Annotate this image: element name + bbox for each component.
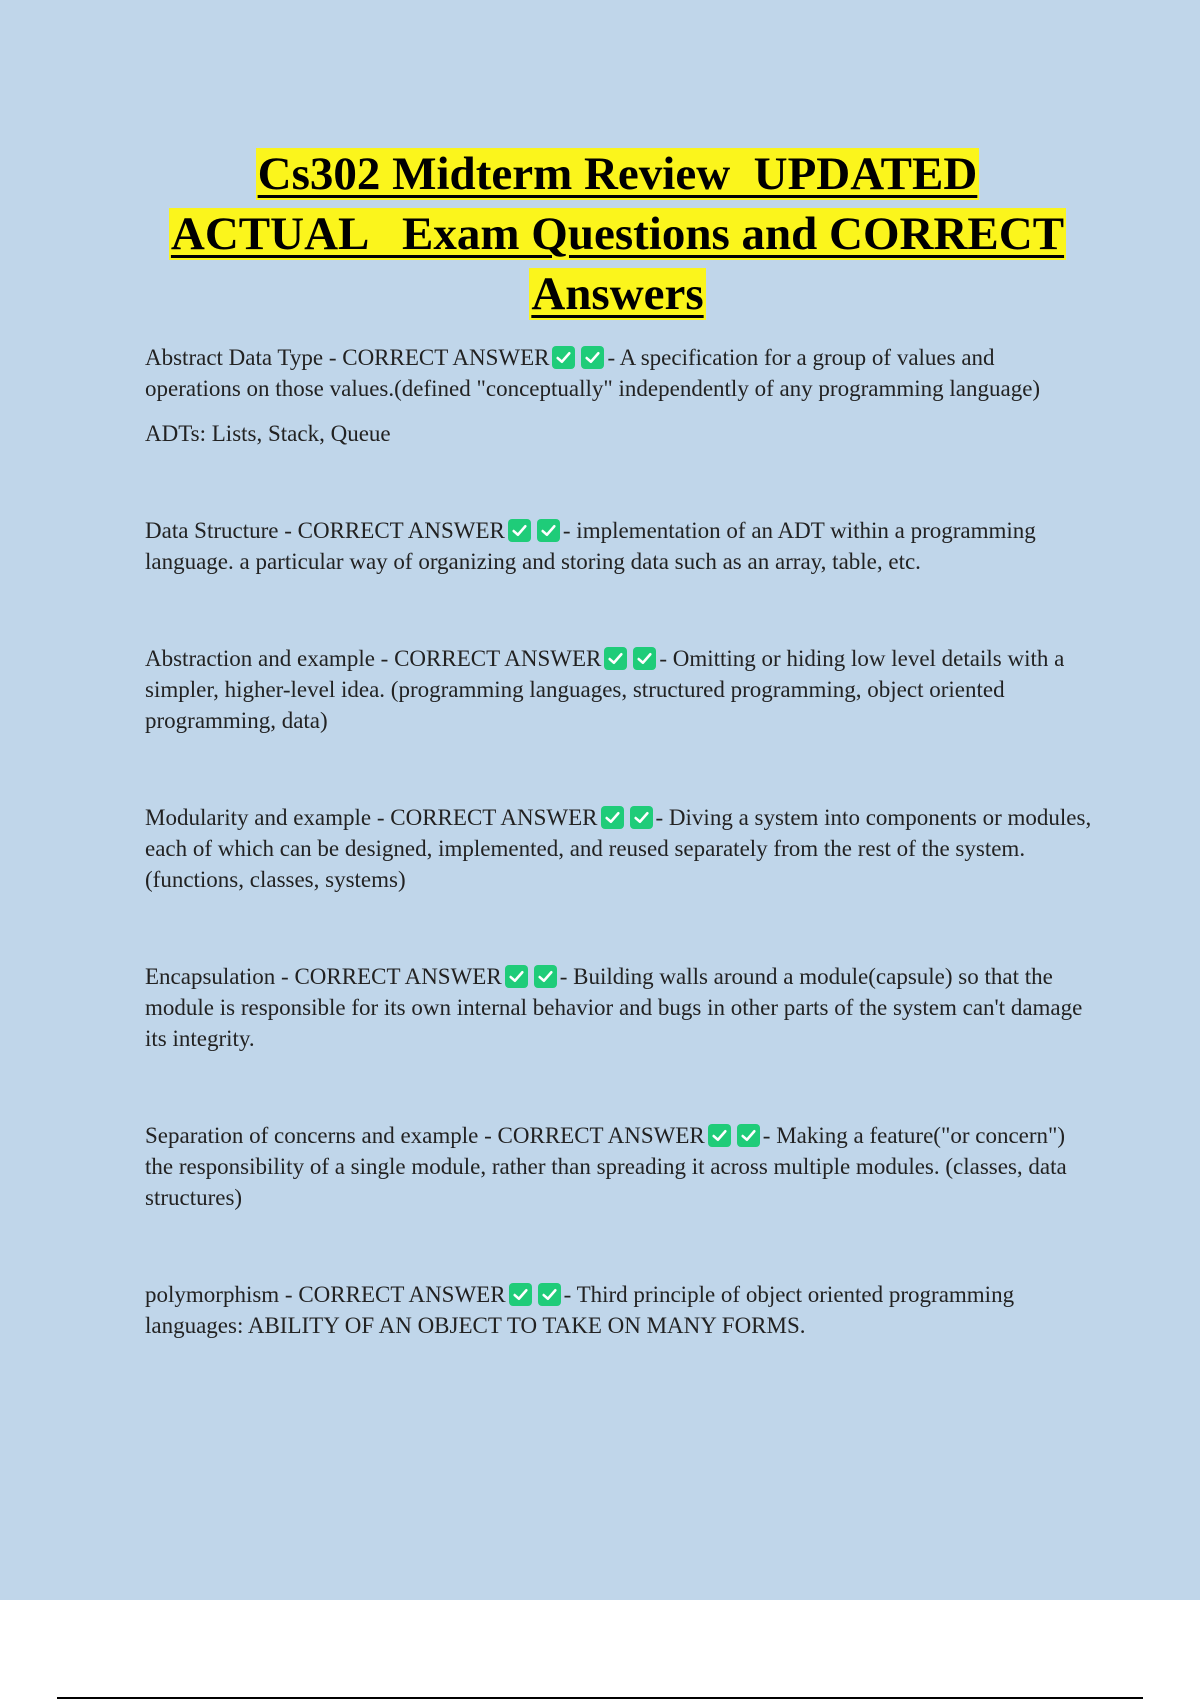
entry-term: Abstraction and example - CORRECT ANSWER xyxy=(145,646,602,671)
entry-answer: - implementation of an ADT within a programming language. a particular way of organizing and storing data such as an array, table, etc. xyxy=(145,518,1036,574)
qa-entry xyxy=(145,643,1095,736)
check-mark-icon xyxy=(630,806,653,829)
entry-term: Modularity and example - CORRECT ANSWER xyxy=(145,805,598,830)
document-title xyxy=(60,144,1175,324)
entry-answer: - Omitting or hiding low level details with a simpler, higher-level idea. (programming languages, structured programming, object oriented programming, data) xyxy=(145,646,1065,733)
qa-entry xyxy=(145,802,1095,895)
qa-entry xyxy=(145,1120,1095,1213)
entry-term: Encapsulation - CORRECT ANSWER xyxy=(145,964,502,989)
title-line: Cs302 Midterm Review UPDATED xyxy=(257,148,978,200)
check-mark-icon xyxy=(604,647,627,670)
check-mark-icon xyxy=(581,346,604,369)
check-mark-icon xyxy=(505,965,528,988)
check-mark-icon xyxy=(737,1124,760,1147)
check-mark-icon xyxy=(509,1283,532,1306)
check-mark-icon xyxy=(633,647,656,670)
qa-text xyxy=(145,342,1095,404)
check-mark-icon xyxy=(537,519,560,542)
qa-entry xyxy=(145,515,1095,577)
check-mark-icon xyxy=(552,346,575,369)
check-mark-icon xyxy=(601,806,624,829)
qa-text xyxy=(145,515,1095,577)
title-line: ACTUAL Exam Questions and CORRECT xyxy=(170,208,1065,260)
entry-note: ADTs: Lists, Stack, Queue xyxy=(145,421,391,446)
qa-text xyxy=(145,643,1095,736)
entry-term: Separation of concerns and example - CORRECT ANSWER xyxy=(145,1123,705,1148)
qa-list xyxy=(145,342,1095,1341)
qa-text xyxy=(145,961,1095,1054)
check-mark-icon xyxy=(708,1124,731,1147)
entry-answer: - Diving a system into components or modules, each of which can be designed, implemented, and reused separately from the rest of the system. (functions, classes, systems) xyxy=(145,805,1092,892)
footer-divider xyxy=(57,1697,1143,1699)
title-line: Answers xyxy=(531,268,704,320)
entry-term: Data Structure - CORRECT ANSWER xyxy=(145,518,505,543)
qa-text xyxy=(145,802,1095,895)
qa-entry xyxy=(145,961,1095,1054)
qa-text xyxy=(145,1279,1095,1341)
entry-answer: - A specification for a group of values and operations on those values.(defined "conceptually" independently of any programming language) xyxy=(145,345,1041,401)
entry-term: Abstract Data Type - CORRECT ANSWER xyxy=(145,345,550,370)
check-mark-icon xyxy=(508,519,531,542)
entry-answer: - Third principle of object oriented programming languages: ABILITY OF AN OBJECT TO TAKE ON MANY FORMS. xyxy=(145,1282,1015,1338)
qa-entry xyxy=(145,1279,1095,1341)
entry-answer: - Making a feature("or concern") the responsibility of a single module, rather than spreading it across multiple modules. (classes, data structures) xyxy=(145,1123,1067,1210)
entry-term: polymorphism - CORRECT ANSWER xyxy=(145,1282,506,1307)
check-mark-icon xyxy=(534,965,557,988)
check-mark-icon xyxy=(538,1283,561,1306)
qa-entry xyxy=(145,342,1095,449)
qa-text xyxy=(145,1120,1095,1213)
entry-answer: - Building walls around a module(capsule) so that the module is responsible for its own internal behavior and bugs in other parts of the system can't damage its integrity. xyxy=(145,964,1083,1051)
